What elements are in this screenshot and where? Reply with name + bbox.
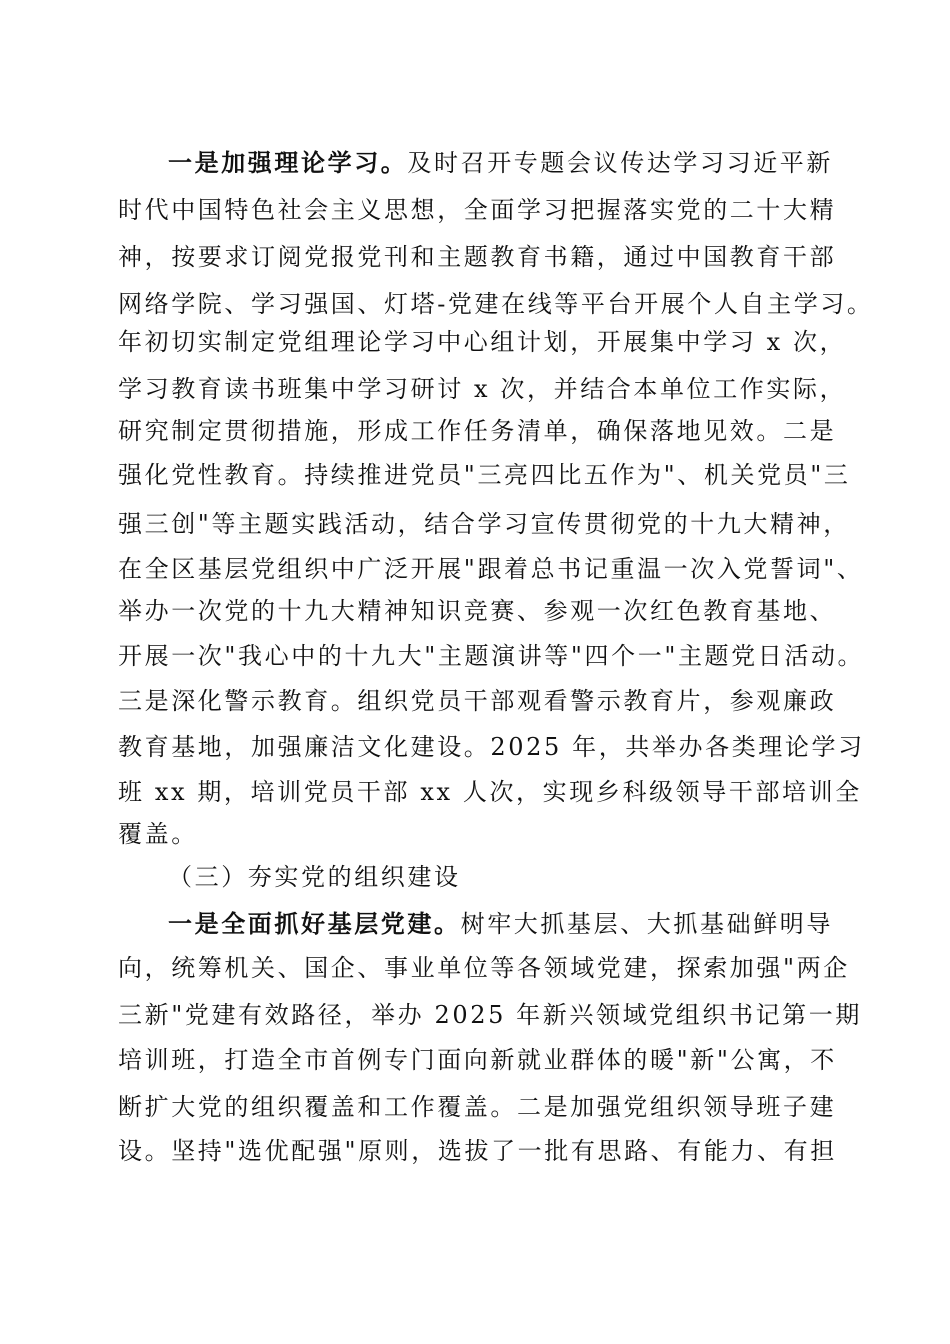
paragraph-line: 三是深化警示教育。组织党员干部观看警示教育片，参观廉政: [118, 687, 837, 715]
paragraph-lead-bold: 一是全面抓好基层党建。: [168, 909, 461, 938]
paragraph-line: 学习教育读书班集中学习研讨 x 次，并结合本单位工作实际，: [118, 375, 847, 403]
paragraph-line: 三新"党建有效路径，举办 2025 年新兴领域党组织书记第一期: [118, 1001, 862, 1029]
paragraph-line: 强三创"等主题实践活动，结合学习宣传贯彻党的十九大精神，: [118, 510, 850, 538]
paragraph-line: 培训班，打造全市首例专门面向新就业群体的暖"新"公寓，不: [118, 1046, 837, 1074]
paragraph-line: 班 xx 期，培训党员干部 xx 人次，实现乡科级领导干部培训全: [118, 778, 862, 806]
paragraph-line: 强化党性教育。持续推进党员"三亮四比五作为"、机关党员"三: [118, 461, 851, 489]
paragraph-lead-bold: 一是加强理论学习。: [168, 148, 408, 177]
paragraph-line: 开展一次"我心中的十九大"主题演讲等"四个一"主题党日活动。: [118, 642, 865, 670]
paragraph-line: 举办一次党的十九大精神知识竞赛、参观一次红色教育基地、: [118, 597, 837, 625]
paragraph-line: 研究制定贯彻措施，形成工作任务清单，确保落地见效。二是: [118, 417, 837, 445]
section-heading: （三）夯实党的组织建设: [168, 863, 461, 891]
paragraph-line: 网络学院、学习强国、灯塔-党建在线等平台开展个人自主学习。: [118, 290, 874, 318]
paragraph-text: 树牢大抓基层、大抓基础鲜明导: [460, 910, 834, 938]
paragraph-line: 在全区基层党组织中广泛开展"跟着总书记重温一次入党誓词"、: [118, 555, 864, 583]
paragraph-line: 断扩大党的组织覆盖和工作覆盖。二是加强党组织领导班子建: [118, 1093, 837, 1121]
paragraph-text: 及时召开专题会议传达学习习近平新: [407, 149, 834, 177]
paragraph-line: 时代中国特色社会主义思想，全面学习把握落实党的二十大精: [118, 196, 837, 224]
paragraph-line: 覆盖。: [118, 820, 198, 848]
paragraph-line: 设。坚持"选优配强"原则，选拔了一批有思路、有能力、有担: [118, 1137, 837, 1165]
paragraph-line: [168, 904, 888, 944]
paragraph-line: [168, 143, 888, 183]
paragraph-line: 年初切实制定党组理论学习中心组计划，开展集中学习 x 次，: [118, 328, 847, 356]
paragraph-line: 教育基地，加强廉洁文化建设。2025 年，共举办各类理论学习: [118, 733, 865, 761]
paragraph-line: 神，按要求订阅党报党刊和主题教育书籍，通过中国教育干部: [118, 243, 837, 271]
paragraph-line: 向，统筹机关、国企、事业单位等各领域党建，探索加强"两企: [118, 954, 850, 982]
